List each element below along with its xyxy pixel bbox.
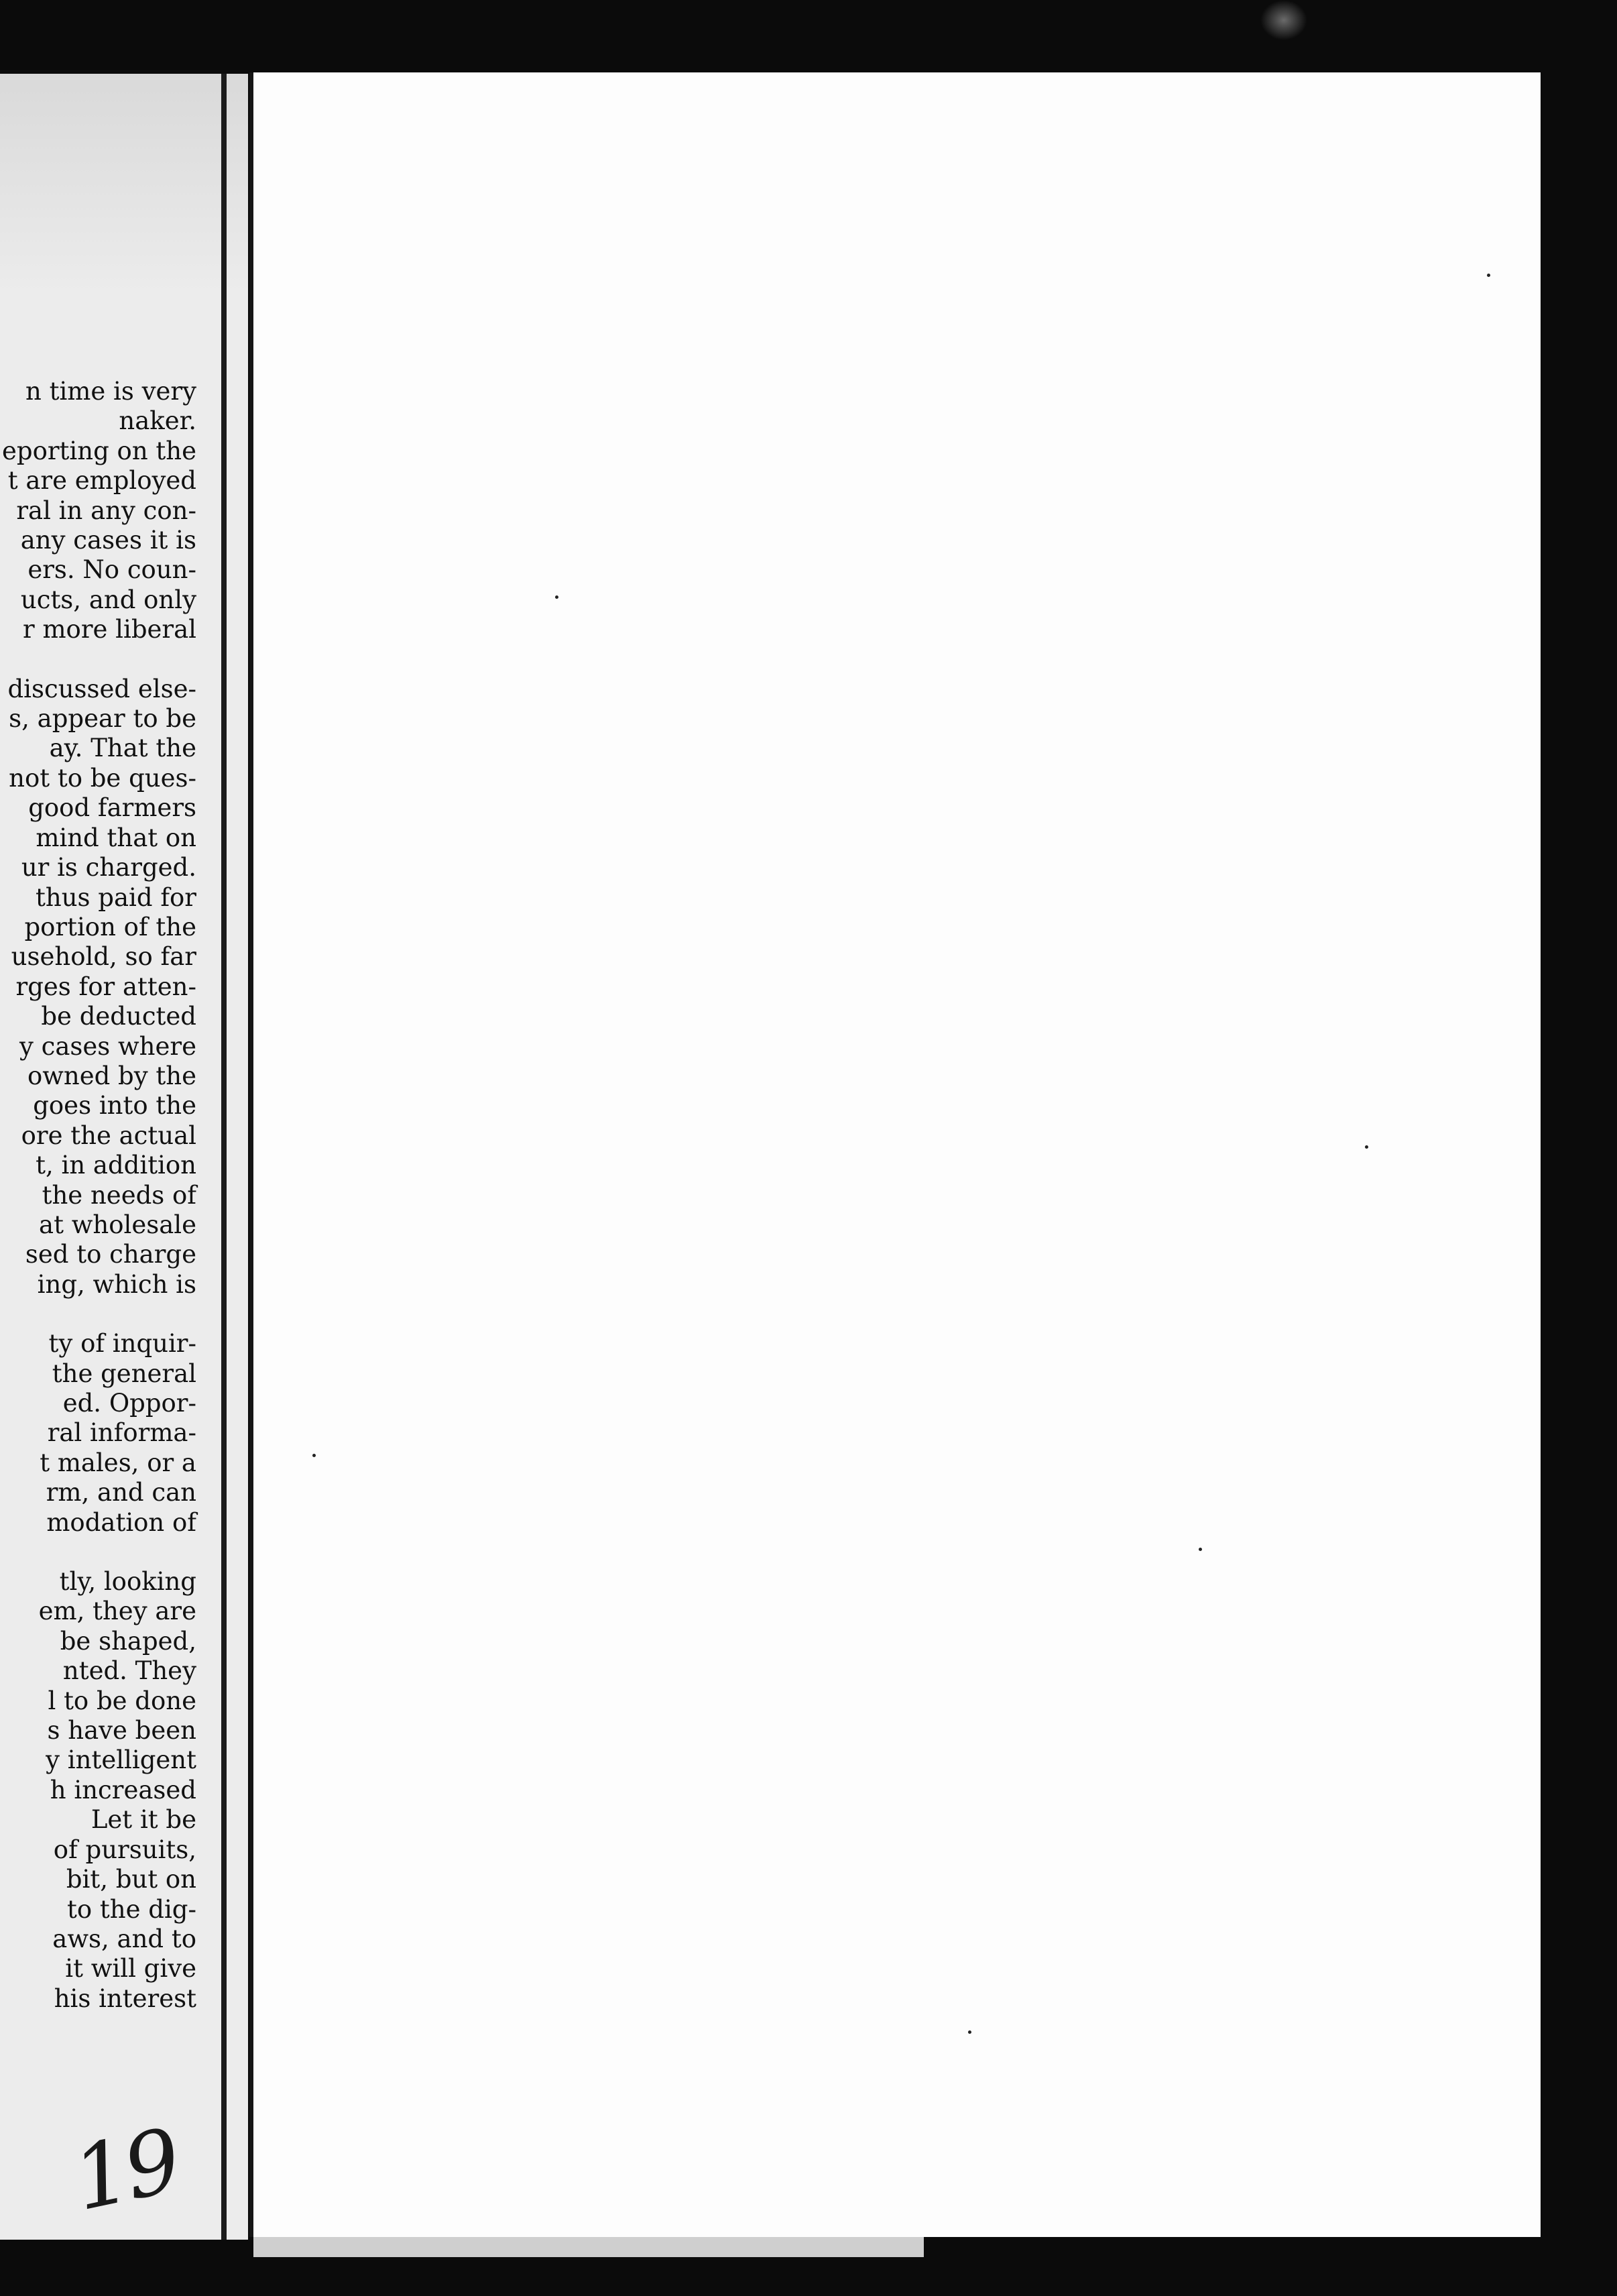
text-line: ral in any con- bbox=[16, 496, 196, 525]
text-line: be shaped, bbox=[60, 1626, 196, 1656]
text-line: of pursuits, bbox=[53, 1835, 196, 1864]
text-line: n time is very bbox=[25, 377, 196, 406]
text-line: owned by the bbox=[27, 1061, 196, 1090]
text-line: the needs of bbox=[42, 1180, 196, 1210]
text-line: the general bbox=[52, 1359, 196, 1388]
dust-speck bbox=[1365, 1145, 1368, 1149]
text-line: em, they are bbox=[38, 1597, 196, 1626]
text-line: y cases where bbox=[19, 1031, 196, 1061]
text-line: mind that on bbox=[36, 823, 196, 852]
scan-glare bbox=[1260, 0, 1307, 40]
text-line: bit, but on bbox=[66, 1865, 196, 1894]
text-line: s, appear to be bbox=[9, 704, 196, 734]
text-line: his interest bbox=[54, 1984, 196, 2013]
text-line: eporting on the bbox=[2, 436, 196, 465]
text-line: ore the actual bbox=[21, 1121, 196, 1150]
text-line: r more liberal bbox=[23, 615, 196, 644]
text-line: s have been bbox=[47, 1716, 196, 1745]
page-gutter-line bbox=[221, 74, 227, 2240]
text-line: rges for atten- bbox=[15, 972, 196, 1001]
text-line: rm, and can bbox=[46, 1478, 196, 1507]
dust-speck bbox=[555, 595, 558, 599]
text-line: modation of bbox=[46, 1507, 196, 1537]
text-line: to the dig- bbox=[67, 1894, 196, 1924]
text-line: sed to charge bbox=[25, 1240, 196, 1269]
handwritten-page-number: 19 bbox=[64, 2109, 186, 2231]
dust-speck bbox=[1487, 274, 1490, 277]
paragraph-gap bbox=[0, 1538, 196, 1567]
text-line: Let it be bbox=[91, 1805, 196, 1835]
dust-speck bbox=[1199, 1548, 1202, 1551]
text-line: t males, or a bbox=[40, 1448, 196, 1477]
text-line: ur is charged. bbox=[21, 853, 196, 882]
left-page-top-shade bbox=[0, 74, 248, 295]
text-line: good farmers bbox=[28, 793, 196, 823]
text-line: not to be ques- bbox=[9, 763, 196, 793]
text-line: it will give bbox=[65, 1954, 196, 1984]
text-line: ucts, and only bbox=[20, 585, 196, 614]
paragraph-gap bbox=[0, 1300, 196, 1329]
dust-speck bbox=[968, 2030, 971, 2034]
text-line: t are employed bbox=[7, 466, 196, 496]
text-line: nted. They bbox=[62, 1656, 196, 1686]
text-line: h increased bbox=[50, 1775, 196, 1804]
text-line: ral informa- bbox=[47, 1418, 196, 1448]
text-line: tly, looking bbox=[59, 1567, 196, 1597]
left-page-text-column bbox=[0, 377, 196, 2014]
text-line: discussed else- bbox=[7, 674, 196, 703]
right-page-bottom-edge bbox=[253, 2237, 924, 2257]
text-line: ay. That the bbox=[49, 734, 196, 763]
text-line: naker. bbox=[119, 406, 196, 436]
dust-speck bbox=[312, 1454, 316, 1457]
text-line: be deducted bbox=[41, 1002, 196, 1031]
paragraph-gap bbox=[0, 645, 196, 675]
text-line: usehold, so far bbox=[11, 942, 196, 972]
left-page bbox=[0, 74, 248, 2240]
text-line: y intelligent bbox=[46, 1745, 196, 1775]
text-line: thus paid for bbox=[36, 882, 196, 912]
text-line: t, in addition bbox=[36, 1151, 196, 1180]
text-line: ing, which is bbox=[37, 1269, 196, 1299]
right-page-blank bbox=[249, 72, 1541, 2237]
text-line: portion of the bbox=[24, 912, 196, 941]
text-line: ed. Oppor- bbox=[62, 1389, 196, 1418]
text-line: aws, and to bbox=[52, 1924, 196, 1953]
text-line: goes into the bbox=[33, 1091, 196, 1121]
text-line: ers. No coun- bbox=[27, 555, 196, 585]
text-line: l to be done bbox=[48, 1686, 196, 1715]
text-line: any cases it is bbox=[20, 526, 196, 555]
text-line: at wholesale bbox=[39, 1210, 196, 1239]
text-line: ty of inquir- bbox=[48, 1329, 196, 1359]
